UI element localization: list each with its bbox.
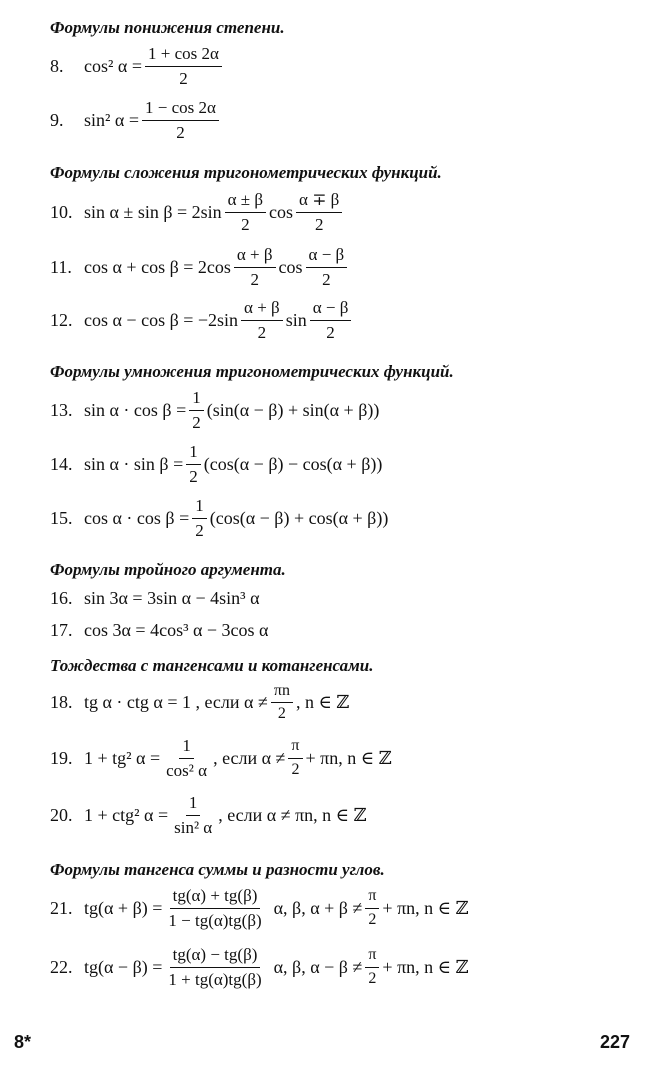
denominator: 2	[195, 520, 204, 540]
formula-number: 21.	[50, 897, 73, 918]
formula-12	[50, 298, 354, 342]
formula-lhs: 1 + ctg² α =	[84, 804, 169, 825]
formula-number: 15.	[50, 507, 73, 528]
formula-15	[50, 496, 388, 540]
formula-rhs: + πn, n ∈ ℤ	[382, 956, 469, 977]
denominator: cos² α	[166, 760, 208, 780]
fraction	[163, 736, 210, 780]
numerator: α + β	[234, 245, 276, 268]
formula-mid: α, β, α − β ≠	[273, 956, 363, 977]
fraction	[306, 245, 348, 289]
formula-13	[50, 388, 379, 432]
page-number: 227	[600, 1032, 631, 1052]
formula-rhs: (cos(α − β) − cos(α + β))	[203, 453, 383, 474]
formula-number: 11.	[50, 256, 72, 277]
formula-rhs: , если α ≠ πn, n ∈ ℤ	[218, 804, 367, 825]
fraction	[192, 496, 207, 540]
fraction	[365, 887, 379, 929]
formula-mid: cos	[278, 256, 303, 277]
fraction	[310, 298, 352, 342]
formula-rhs: , n ∈ ℤ	[295, 692, 350, 713]
formula-lhs: sin α · sin β =	[84, 453, 184, 474]
formula-mid: , если α ≠	[213, 747, 286, 768]
formula-lhs: cos α · cos β =	[84, 507, 190, 528]
numerator: π	[365, 946, 379, 967]
formula-number: 16.	[50, 588, 73, 608]
denominator: 1 − tg(α)tg(β)	[168, 910, 262, 930]
denominator: 2	[368, 910, 377, 928]
numerator: 1	[189, 388, 204, 411]
fraction	[165, 886, 264, 930]
formula-lhs: cos α + cos β = 2cos	[84, 256, 231, 277]
denominator: 2	[176, 122, 185, 142]
formula-number: 13.	[50, 399, 73, 420]
heading-tangent-sum: Формулы тангенса суммы и разности углов.	[50, 860, 385, 879]
formula-lhs: tg(α + β) =	[84, 897, 163, 918]
formula-body: sin 3α = 3sin α − 4sin³ α	[84, 588, 260, 608]
denominator: 2	[368, 969, 377, 987]
numerator: π	[288, 737, 302, 758]
formula-mid: α, β, α + β ≠	[273, 897, 363, 918]
denominator: 2	[189, 466, 198, 486]
fraction	[189, 388, 204, 432]
formula-21	[50, 886, 469, 930]
formula-number: 14.	[50, 453, 73, 474]
denominator: 1 + tg(α)tg(β)	[168, 969, 262, 989]
numerator: π	[365, 887, 379, 908]
formula-number: 12.	[50, 309, 73, 330]
fraction	[142, 98, 219, 142]
fraction	[165, 945, 264, 989]
heading-power-reduction: Формулы понижения степени.	[50, 18, 285, 37]
fraction	[288, 737, 302, 779]
fraction	[171, 793, 215, 837]
formula-mid: sin	[285, 309, 307, 330]
denominator: 2	[241, 214, 250, 234]
fraction	[365, 946, 379, 988]
formula-number: 8.	[50, 55, 64, 76]
formula-lhs: tg α · ctg α = 1 , если α ≠	[84, 692, 268, 713]
formula-lhs: tg(α − β) =	[84, 956, 163, 977]
formula-rhs: (sin(α − β) + sin(α + β))	[206, 399, 380, 420]
signature-mark: 8*	[14, 1032, 32, 1052]
denominator: 2	[257, 322, 267, 342]
numerator: 1 − cos 2α	[142, 98, 219, 121]
numerator: α − β	[306, 245, 348, 268]
numerator: 1	[179, 736, 194, 759]
fraction	[296, 190, 342, 234]
formula-lhs: cos² α =	[84, 55, 142, 76]
formula-number: 9.	[50, 109, 64, 130]
numerator: 1	[186, 793, 201, 816]
formula-8	[50, 44, 225, 88]
formula-16	[50, 588, 260, 609]
formula-19	[50, 736, 392, 780]
formula-11	[50, 245, 350, 289]
formula-number: 17.	[50, 620, 73, 640]
denominator: 2	[314, 214, 324, 234]
formula-17	[50, 620, 268, 641]
formula-22	[50, 945, 469, 989]
formula-lhs: sin α ± sin β = 2sin	[84, 201, 222, 222]
numerator: tg(α) + tg(β)	[170, 886, 261, 909]
formula-rhs: (cos(α − β) + cos(α + β))	[209, 507, 389, 528]
numerator: α ∓ β	[296, 190, 342, 213]
numerator: πn	[271, 682, 293, 703]
numerator: α + β	[241, 298, 283, 321]
formula-number: 20.	[50, 804, 73, 825]
heading-tangent-identities: Тождества с тангенсами и котангенсами.	[50, 656, 374, 675]
numerator: α − β	[310, 298, 352, 321]
numerator: tg(α) − tg(β)	[170, 945, 261, 968]
formula-lhs: cos α − cos β = −2sin	[84, 309, 239, 330]
formula-lhs: sin² α =	[84, 109, 139, 130]
numerator: 1	[192, 496, 207, 519]
numerator: 1 + cos 2α	[145, 44, 222, 67]
denominator: 2	[192, 412, 201, 432]
fraction	[271, 682, 293, 724]
formula-number: 10.	[50, 201, 73, 222]
fraction	[225, 190, 266, 234]
denominator: 2	[322, 269, 331, 289]
formula-rhs: + πn, n ∈ ℤ	[305, 747, 392, 768]
formula-number: 22.	[50, 956, 73, 977]
fraction	[234, 245, 276, 289]
heading-triple-argument: Формулы тройного аргумента.	[50, 560, 286, 579]
formula-14	[50, 442, 382, 486]
formula-rhs: + πn, n ∈ ℤ	[382, 897, 469, 918]
formula-lhs: 1 + tg² α =	[84, 747, 161, 768]
numerator: α ± β	[225, 190, 266, 213]
denominator: sin² α	[174, 817, 213, 837]
denominator: 2	[291, 760, 300, 778]
formula-9	[50, 98, 222, 142]
denominator: 2	[277, 705, 286, 723]
formula-10	[50, 190, 345, 234]
denominator: 2	[250, 269, 259, 289]
formula-20	[50, 793, 367, 837]
formula-lhs: sin α · cos β =	[84, 399, 187, 420]
fraction	[186, 442, 201, 486]
heading-product-formulas: Формулы умножения тригонометрических функций.	[50, 362, 454, 381]
formula-number: 19.	[50, 747, 73, 768]
fraction	[241, 298, 283, 342]
formula-mid: cos	[269, 201, 294, 222]
formula-number: 18.	[50, 692, 73, 713]
denominator: 2	[326, 322, 335, 342]
numerator: 1	[186, 442, 201, 465]
formula-body: cos 3α = 4cos³ α − 3cos α	[84, 620, 269, 640]
formula-18	[50, 682, 349, 724]
fraction	[145, 44, 222, 88]
denominator: 2	[179, 68, 188, 88]
heading-sum-formulas: Формулы сложения тригонометрических функций.	[50, 163, 442, 182]
